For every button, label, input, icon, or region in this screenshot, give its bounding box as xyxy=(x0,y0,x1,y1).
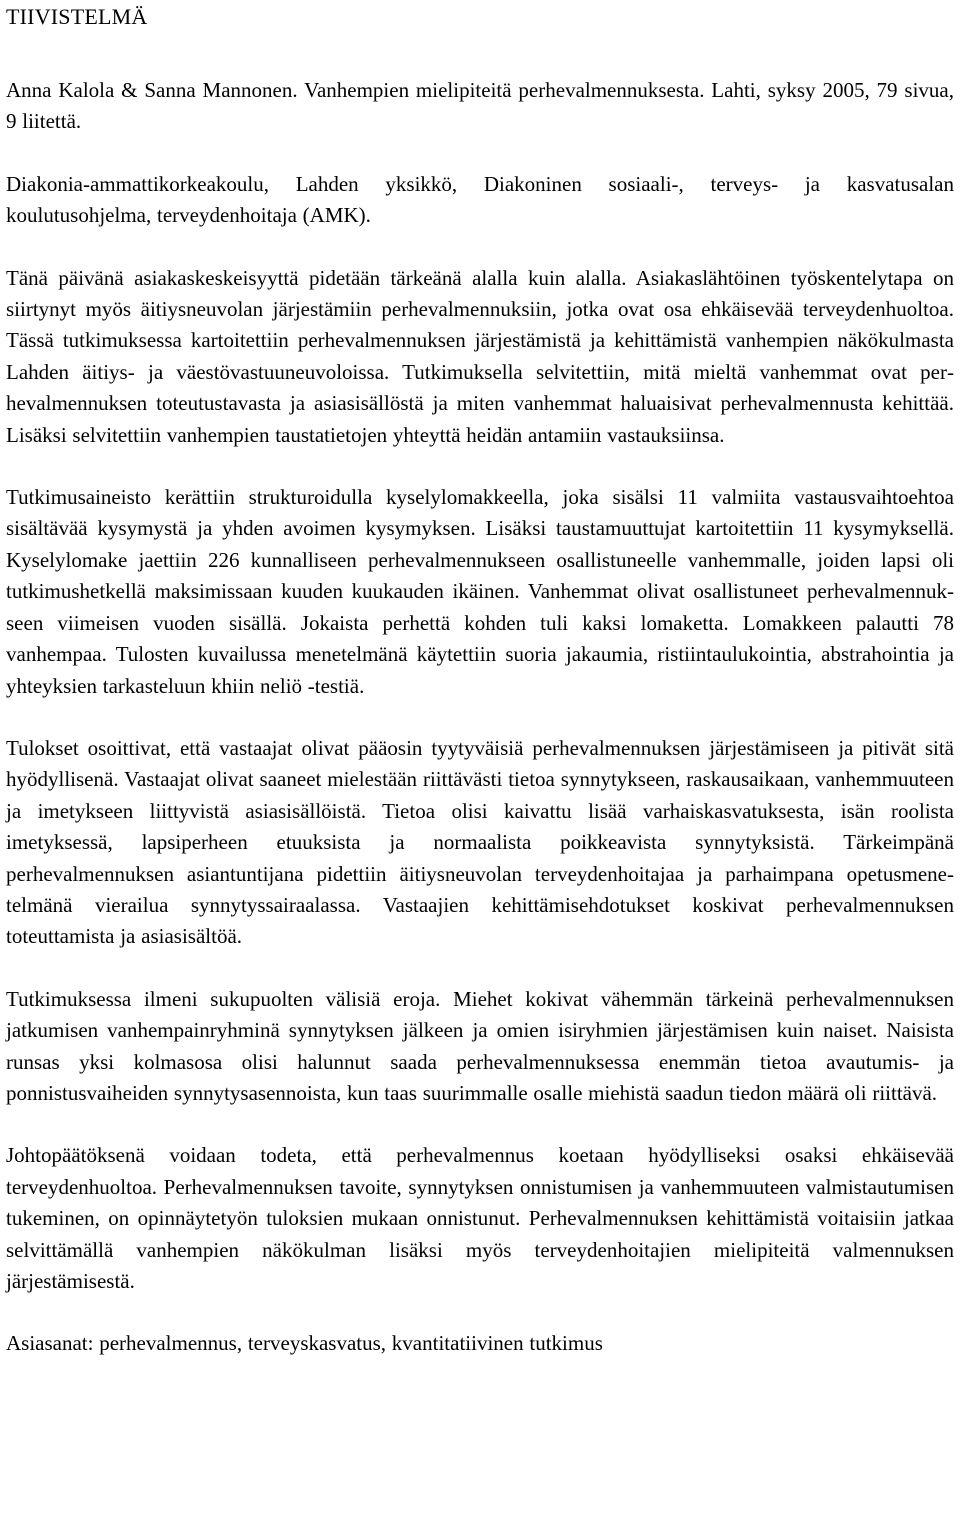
spacer xyxy=(6,702,954,733)
institution-paragraph: Diakonia-ammattikorkeakoulu, Lahden yksikkö, Diakoninen sosiaali-, terveys- ja kasvatusalan koulutusohjelma, terveydenhoitaja (AMK). xyxy=(6,171,954,228)
document-heading: TIIVISTELMÄ xyxy=(6,4,148,29)
spacer xyxy=(6,451,954,482)
spacer xyxy=(6,1109,954,1140)
spacer xyxy=(6,30,954,75)
methods-paragraph: Tutkimusaineisto kerättiin strukturoidulla kyselylomakkeella, joka sisälsi 11 valmiita vastausvaihtoehtoa sisältävää kysymystä ja yhden avoimen kysymyksen. Lisäksi taustamuuttujat kartoitettiin 11 kysymyksellä. Kyselylomake jaettiin 226 kunnalliseen perhevalmennukseen osallistuneelle vanhemmalle, joiden lapsi oli tutkimushetkellä maksimissaan kuuden kuukauden ikäinen. Vanhemmat olivat osallistuneet perhevalmennukseen viimeisen vuoden sisällä. Jokaista perhettä kohden tuli kaksi lomaketta. Lomakkeen palautti 78 vanhempaa. Tulosten kuvailussa menetelmänä käytettiin suoria jakaumia, ristiintaulukointia, abstrahointia ja yhteyksien tarkasteluun khiin neliö -testiä. xyxy=(6,485,954,698)
document-page xyxy=(6,0,954,1360)
spacer xyxy=(6,1297,954,1328)
background-paragraph: Tänä päivänä asiakaskeskeisyyttä pidetään tärkeänä alalla kuin alalla. Asiakaslähtöinen työskentelytapa on siirtynyt myös äitiysneuvolan järjestämiin perhevalmennuksiin, jotka ovat osa ehkäisevää terveydenhuoltoa. Tässä tutkimuksessa kartoitettiin perhevalmennuksen järjestämistä ja kehittämistä vanhempien näkökulmasta Lahden äitiys- ja väestövastuuneuvoloissa. Tutkimuksella selvitettiin, mitä mieltä vanhemmat ovat perhevalmennuksen toteutustavasta ja asiasisällöstä ja miten vanhemmat haluaisivat perhevalmennusta kehittää. Lisäksi selvitettiin vanhempien taustatietojen yhteyttä heidän antamiin vastauksiinsa. xyxy=(6,265,954,447)
keywords-paragraph: Asiasanat: perhevalmennus, terveyskasvatus, kvantitatiivinen tutkimus xyxy=(6,1331,603,1356)
results-paragraph: Tulokset osoittivat, että vastaajat olivat pääosin tyytyväisiä perhevalmennuksen järjestämiseen ja pitivät sitä hyödyllisenä. Vastaajat olivat saaneet mielestään riittävästi tietoa synnytykseen, raskausaikaan, vanhemmuuteen ja imetykseen liittyvistä asiasisällöistä. Tietoa olisi kaivattu lisää varhaiskasvatuksesta, isän roolista imetyksessä, lapsiperheen etuuksista ja normaalista poikkeavista synnytyksistä. Tärkeimpänä perhevalmennuksen asiantuntijana pidettiin äitiysneuvolan terveydenhoitajaa ja parhaimpana opetusmenetelmänä vierailua synnytyssairaalassa. Vastaajien kehittämisehdotukset koskivat perhevalmennuksen toteuttamista ja asiasisältöä. xyxy=(6,735,954,949)
spacer xyxy=(6,232,954,263)
spacer xyxy=(6,138,954,169)
spacer xyxy=(6,953,954,984)
conclusion-paragraph: Johtopäätöksenä voidaan todeta, että perhevalmennus koetaan hyödylliseksi osaksi ehkäisevää terveydenhuoltoa. Perhevalmennuksen tavoite, synnytyksen onnistumisen ja vanhemmuuteen valmistautumisen tukeminen, on opinnäytetyön tuloksien mukaan onnistunut. Perhevalmennuksen kehittämistä voitaisiin jatkaa selvittämällä vanhempien näkökulman lisäksi myös terveydenhoitajien mielipiteitä valmennuksen järjestämisestä. xyxy=(6,1143,954,1293)
citation-paragraph: Anna Kalola & Sanna Mannonen. Vanhempien mielipiteitä perhevalmennuksesta. Lahti, syksy 2005, 79 sivua, 9 liitettä. xyxy=(6,78,954,134)
gender-differences-paragraph: Tutkimuksessa ilmeni sukupuolten välisiä eroja. Miehet kokivat vähemmän tärkeinä perhevalmennuksen jatkumisen vanhempainryhminä synnytyksen jälkeen ja omien isiryhmien järjestämisen kuin naiset. Naisista runsas yksi kolmasosa olisi halunnut saada perhevalmennuksessa enemmän tietoa avautumis- ja ponnistusvaiheiden synnytysasennoista, kun taas suurimmalle osalle miehistä saadun tiedon määrä oli riittävä. xyxy=(6,986,954,1105)
